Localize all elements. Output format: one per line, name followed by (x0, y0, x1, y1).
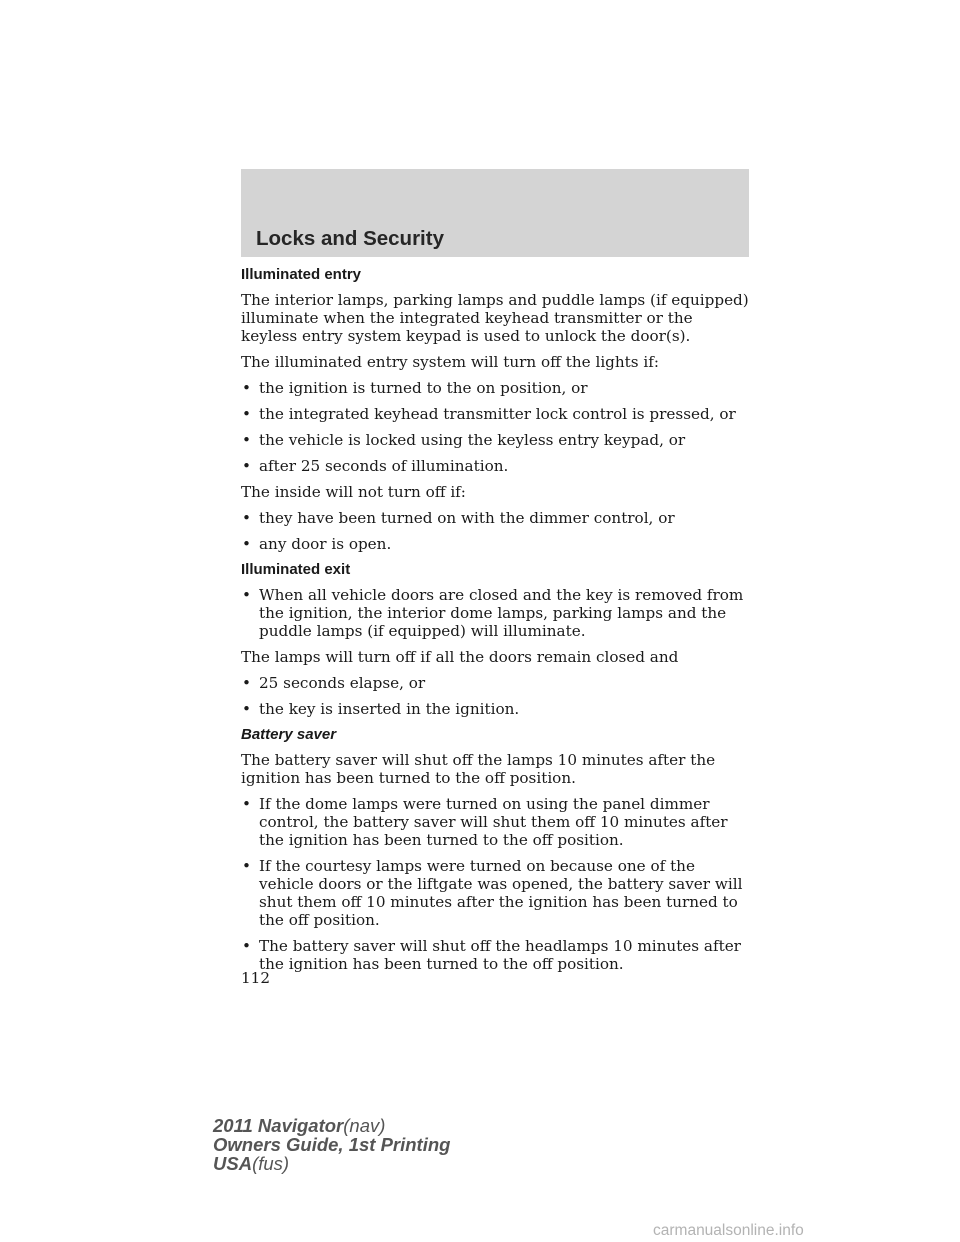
section-title: Locks and Security (256, 227, 444, 250)
list-item (241, 937, 753, 973)
bullet-glyph: • (242, 457, 251, 475)
footer-line-2 (213, 1135, 450, 1154)
illuminated-exit-off-list (241, 674, 753, 718)
illuminated-entry-heading: Illuminated entry (241, 266, 362, 283)
list-item-text: the key is inserted in the ignition. (259, 700, 520, 718)
bullet-glyph: • (242, 405, 251, 423)
footer-model: 2011 Navigator (213, 1115, 344, 1136)
page-number: 112 (241, 969, 270, 987)
list-item (241, 509, 753, 527)
footer-market-code: (fus) (252, 1153, 290, 1174)
list-item-text: after 25 seconds of illumination. (259, 457, 509, 475)
battery-saver-intro: The battery saver will shut off the lamps 10 minutes after the ignition has been turned to the off position. (241, 751, 716, 787)
illuminated-entry-off-intro: The illuminated entry system will turn off the lights if: (241, 353, 659, 371)
section-header-band (241, 169, 749, 257)
list-item-text: they have been turned on with the dimmer control, or (259, 509, 675, 527)
illuminated-entry-not-off-list (241, 509, 753, 553)
illuminated-exit-list (241, 586, 753, 640)
footer-printing: Owners Guide, 1st Printing (213, 1134, 451, 1155)
list-item (241, 700, 753, 718)
list-item-text: the ignition is turned to the on position, or (259, 379, 588, 397)
print-footer (213, 1116, 450, 1173)
list-item-text: the vehicle is locked using the keyless entry keypad, or (259, 431, 686, 449)
footer-line-3 (213, 1154, 450, 1173)
bullet-glyph: • (242, 379, 251, 397)
page-content (241, 266, 753, 981)
list-item-text: When all vehicle doors are closed and the key is removed from the ignition, the interior dome lamps, parking lamps and the puddle lamps (if equipped) will illuminate. (259, 586, 744, 640)
battery-saver-heading: Battery saver (241, 726, 337, 743)
list-item-text: 25 seconds elapse, or (259, 674, 426, 692)
list-item (241, 795, 753, 849)
list-item-text: The battery saver will shut off the headlamps 10 minutes after the ignition has been turned to the off position. (259, 937, 741, 973)
bullet-glyph: • (242, 509, 251, 527)
illuminated-entry-off-list (241, 379, 753, 475)
footer-market: USA (213, 1153, 253, 1174)
list-item-text: If the courtesy lamps were turned on because one of the vehicle doors or the liftgate was opened, the battery saver will shut them off 10 minutes after the ignition has been turned to the off position. (259, 857, 743, 929)
list-item (241, 535, 753, 553)
bullet-glyph: • (242, 431, 251, 449)
footer-model-code: (nav) (343, 1115, 386, 1136)
list-item (241, 586, 753, 640)
bullet-glyph: • (242, 586, 251, 604)
list-item (241, 431, 753, 449)
list-item (241, 674, 753, 692)
bullet-glyph: • (242, 937, 251, 955)
list-item (241, 405, 753, 423)
list-item-text: If the dome lamps were turned on using the panel dimmer control, the battery saver will shut them off 10 minutes after the ignition has been turned to the off position. (259, 795, 728, 849)
bullet-glyph: • (242, 700, 251, 718)
bullet-glyph: • (242, 795, 251, 813)
bullet-glyph: • (242, 535, 251, 553)
list-item (241, 379, 753, 397)
illuminated-exit-heading: Illuminated exit (241, 561, 351, 578)
illuminated-entry-not-off-intro: The inside will not turn off if: (241, 483, 466, 501)
footer-line-1 (213, 1116, 450, 1135)
list-item-text: the integrated keyhead transmitter lock control is pressed, or (259, 405, 736, 423)
list-item-text: any door is open. (259, 535, 392, 553)
battery-saver-list (241, 795, 753, 973)
bullet-glyph: • (242, 674, 251, 692)
list-item (241, 857, 753, 929)
list-item (241, 457, 753, 475)
bullet-glyph: • (242, 857, 251, 875)
watermark-link[interactable]: carmanualsonline.info (653, 1222, 804, 1239)
illuminated-entry-intro: The interior lamps, parking lamps and puddle lamps (if equipped) illuminate when the integrated keyhead transmitter or the keyless entry system keypad is used to unlock the door(s). (241, 291, 749, 345)
illuminated-exit-off-intro: The lamps will turn off if all the doors remain closed and (241, 648, 679, 666)
